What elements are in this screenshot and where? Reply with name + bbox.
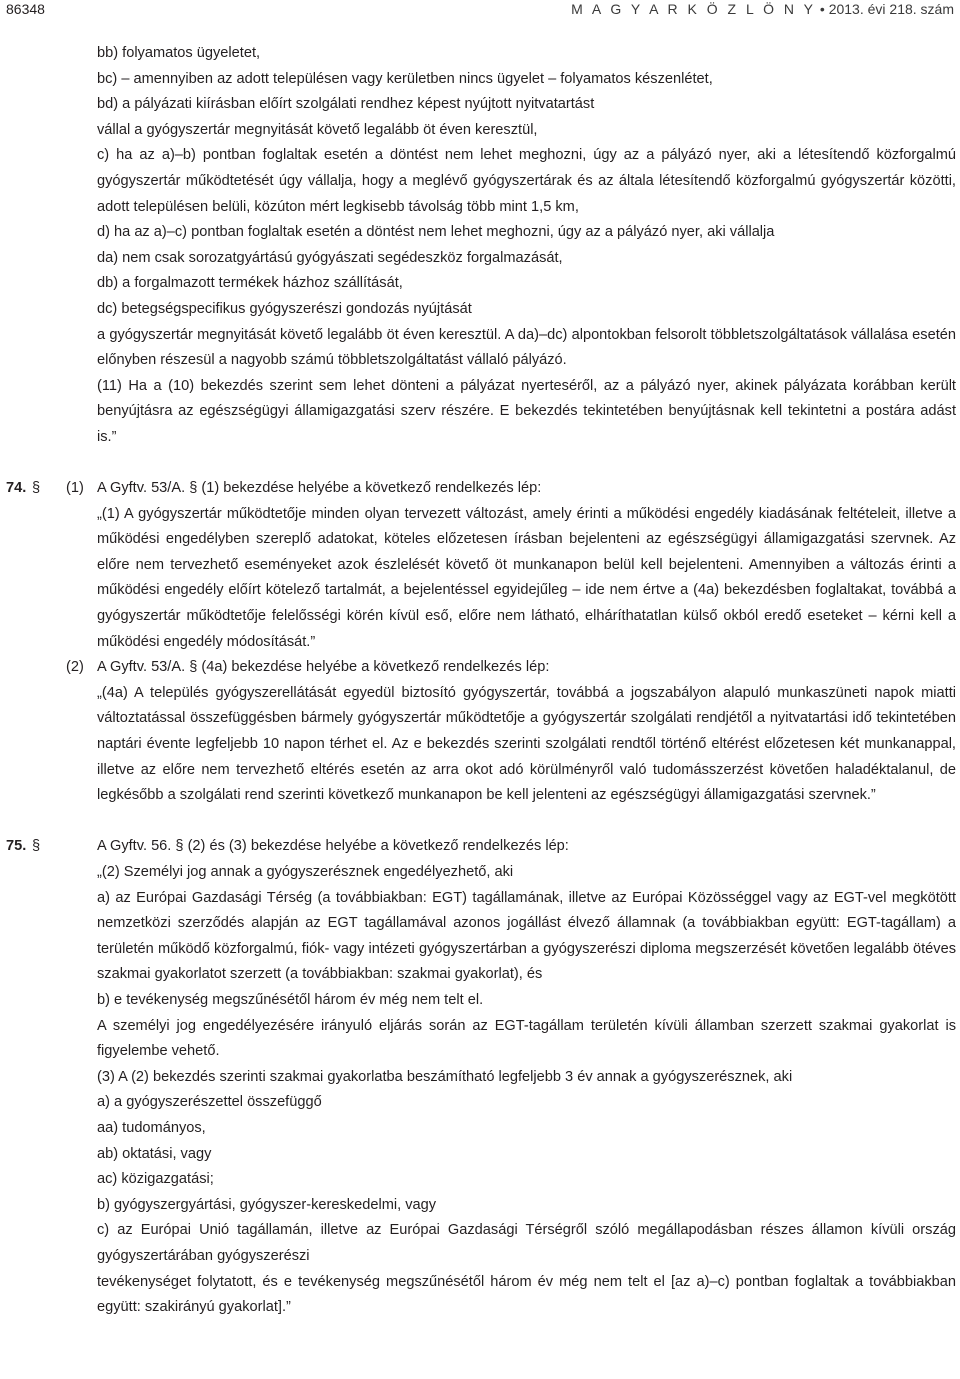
- personal-right-text: A személyi jog engedélyezésére irányuló eljárás során az EGT-tagállam területén kívüli államban szerzett szakmai gyakorlat is figyelembe vehető.: [97, 1017, 956, 1060]
- closing-paragraph: a gyógyszertár megnyitását követő legalább öt éven keresztül. A da)–dc) alpontokban felsorolt többletszolgáltatások vállalása esetén előnyben részesül a nagyobb számú többletszolgáltatást vállaló pályázó.: [97, 326, 956, 369]
- point-c: c) az Európai Unió tagállamán, illetve az Európai Gazdasági Térségről szóló megállapodásban részes államon kívüli ország gyógyszertárában gyógyszerészi: [97, 1222, 956, 1264]
- item-bb: bb) folyamatos ügyeletet,: [97, 45, 261, 61]
- journal-title: M A G Y A R K Ö Z L Ö N Y: [571, 1, 817, 17]
- subsection-intro: A Gyftv. 53/A. § (1) bekezdése helyébe a következő rendelkezés lép:: [97, 480, 542, 497]
- section-74-row-2: [0, 655, 960, 681]
- section-gap: [0, 809, 960, 835]
- paragraph-11: (11) Ha a (10) bekezdés szerint sem lehet dönteni a pályázat nyerteséről, az a pályázó nyer, akinek pályázata korábban került benyújtásra az egészségügyi államigazgatási szerv részére. E bekezdés tekintetében benyújtásnak kell tekintetni a postára adást is.”: [97, 377, 956, 445]
- subsection-intro: A Gyftv. 53/A. § (4a) bekezdése helyébe a következő rendelkezés lép:: [97, 659, 550, 676]
- running-header: [571, 1, 954, 17]
- paragraph-3-head: (3) A (2) bekezdés szerinti szakmai gyakorlatba beszámítható legfeljebb 3 év annak a gyógyszerésznek, aki: [97, 1068, 793, 1085]
- point-a: a) a gyógyszerészettel összefüggő: [97, 1094, 322, 1111]
- section-intro: A Gyftv. 56. § (2) és (3) bekezdése helyébe a következő rendelkezés lép:: [97, 838, 569, 855]
- point-d: d) ha az a)–c) pontban foglaltak esetén a döntést nem lehet meghozni, úgy az a pályázó nyer, aki vállalja: [97, 224, 775, 241]
- point-b: b) e tevékenység megszűnésétől három év még nem telt el.: [97, 991, 484, 1008]
- section-number: 74.: [6, 480, 27, 497]
- page-header: [0, 0, 960, 20]
- item-bd: bd) a pályázati kiírásban előírt szolgálati rendhez képest nyújtott nyitvatartást: [97, 96, 595, 113]
- section-symbol: §: [32, 838, 41, 855]
- section-number: 75.: [6, 838, 27, 855]
- point-b: b) gyógyszergyártási, gyógyszer-kereskedelmi, vagy: [97, 1196, 437, 1213]
- item-dc: dc) betegségspecifikus gyógyszerészi gondozás nyújtását: [97, 300, 472, 317]
- section-gap: [0, 451, 960, 477]
- item-ab: ab) oktatási, vagy: [97, 1145, 212, 1162]
- section-symbol: §: [32, 480, 41, 497]
- section-74-row-1: [0, 476, 960, 502]
- page-number: 86348: [6, 1, 45, 17]
- subsection-label: (1): [66, 480, 84, 497]
- vallal-line: vállal a gyógyszertár megnyitását követő legalább öt éven keresztül,: [97, 121, 538, 138]
- item-da: da) nem csak sorozatgyártású gyógyászati segédeszköz forgalmazását,: [97, 249, 563, 266]
- section-75-row-1: [0, 834, 960, 860]
- header-bullet: •: [819, 1, 825, 17]
- point-c: c) ha az a)–b) pontban foglaltak esetén a döntést nem lehet meghozni, úgy az a pályázó nyer, aki a létesítendő közforgalmú gyógyszertár működtetését úgy vállalja, hogy a meglévő gyógyszertárak és az általa létesítendő közforgalmú gyógyszertár közötti, adott településen belüli, közúton mért legkisebb távolság több mint 1,5 km,: [97, 147, 956, 215]
- paragraph-2-head: „(2) Személyi jog annak a gyógyszerésznek engedélyezhető, aki: [97, 864, 514, 880]
- issue-number: 2013. évi 218. szám: [828, 1, 954, 17]
- subsection-label: (2): [66, 659, 84, 676]
- amendment-text-2: „(4a) A település gyógyszerellátását egyedül biztosító gyógyszertár, továbbá a jogszabályon alapuló munkaszüneti napok miatti változtatással összefüggésben bármely gyógyszertár működtetője a gyógyszertár szolgálati rendjétől a nyitvatartási idő tekintetében naptári évente legfeljebb 10 napon térhet el. Az e bekezdés szerinti szolgálati rendtől történő eltérést előzetesen két munkanappal, illetve az előre nem tervezhető eltérés esetén az arra okot adó körülményről való tudomásszerzést követően haladéktalanul, de legkésőbb a szolgálati rend szerinti következő munkanapon be kell jelenteni az egészségügyi államigazgatási szervnek.”: [97, 684, 956, 804]
- closing-text: tevékenységet folytatott, és e tevékenység megszűnésétől három év még nem telt el [az a)–c) pontban foglaltak a továbbiakban együtt: szakirányú gyakorlat].”: [97, 1273, 956, 1316]
- item-ac: ac) közigazgatási;: [97, 1171, 214, 1188]
- item-aa: aa) tudományos,: [97, 1119, 206, 1136]
- point-a: a) az Európai Gazdasági Térség (a továbbiakban: EGT) tagállamának, illetve az Európai Közösséggel vagy az EGT-vel megkötött nemzetközi szerződés alapján az EGT tagállamával azonos jogállást élvező államnak (a továbbiakban együtt: EGT-tagállam) a területén működő közforgalmú, fiók- vagy intézeti gyógyszertárban a gyógyszerészi diploma megszerzését követően legalább ötéves szakmai gyakorlatot szerzett (a továbbiakban: szakmai gyakorlat), és: [97, 889, 956, 983]
- item-db: db) a forgalmazott termékek házhoz szállítását,: [97, 275, 403, 292]
- amendment-text-1: „(1) A gyógyszertár működtetője minden olyan tervezett változást, amely érinti a működési engedély kiadásának feltételeit, illetve a működési engedélyben szereplő adatokat, köteles előzetesen írásban bejelenteni az egészségügyi államigazgatási szervnek. Az előre nem tervezhető eseményeket azok észlelését követő öt munkanapon belül kell bejelenteni. Amennyiben a változás érinti a működési engedély előírt kötelező tartalmát, a bejelentéssel egyidejűleg – ide nem értve a (4a) bekezdésben foglaltakat, továbbá a gyógyszertár működtetője felelősségi körén kívül eső, előre nem látható, elháríthatatlan külső okból eredő eseteket – kérni kell a működési engedély módosítását.”: [97, 505, 956, 650]
- document-body: [0, 41, 960, 1321]
- item-bc: bc) – amennyiben az adott településen vagy kerületben nincs ügyelet – folyamatos készenlétet,: [97, 70, 713, 87]
